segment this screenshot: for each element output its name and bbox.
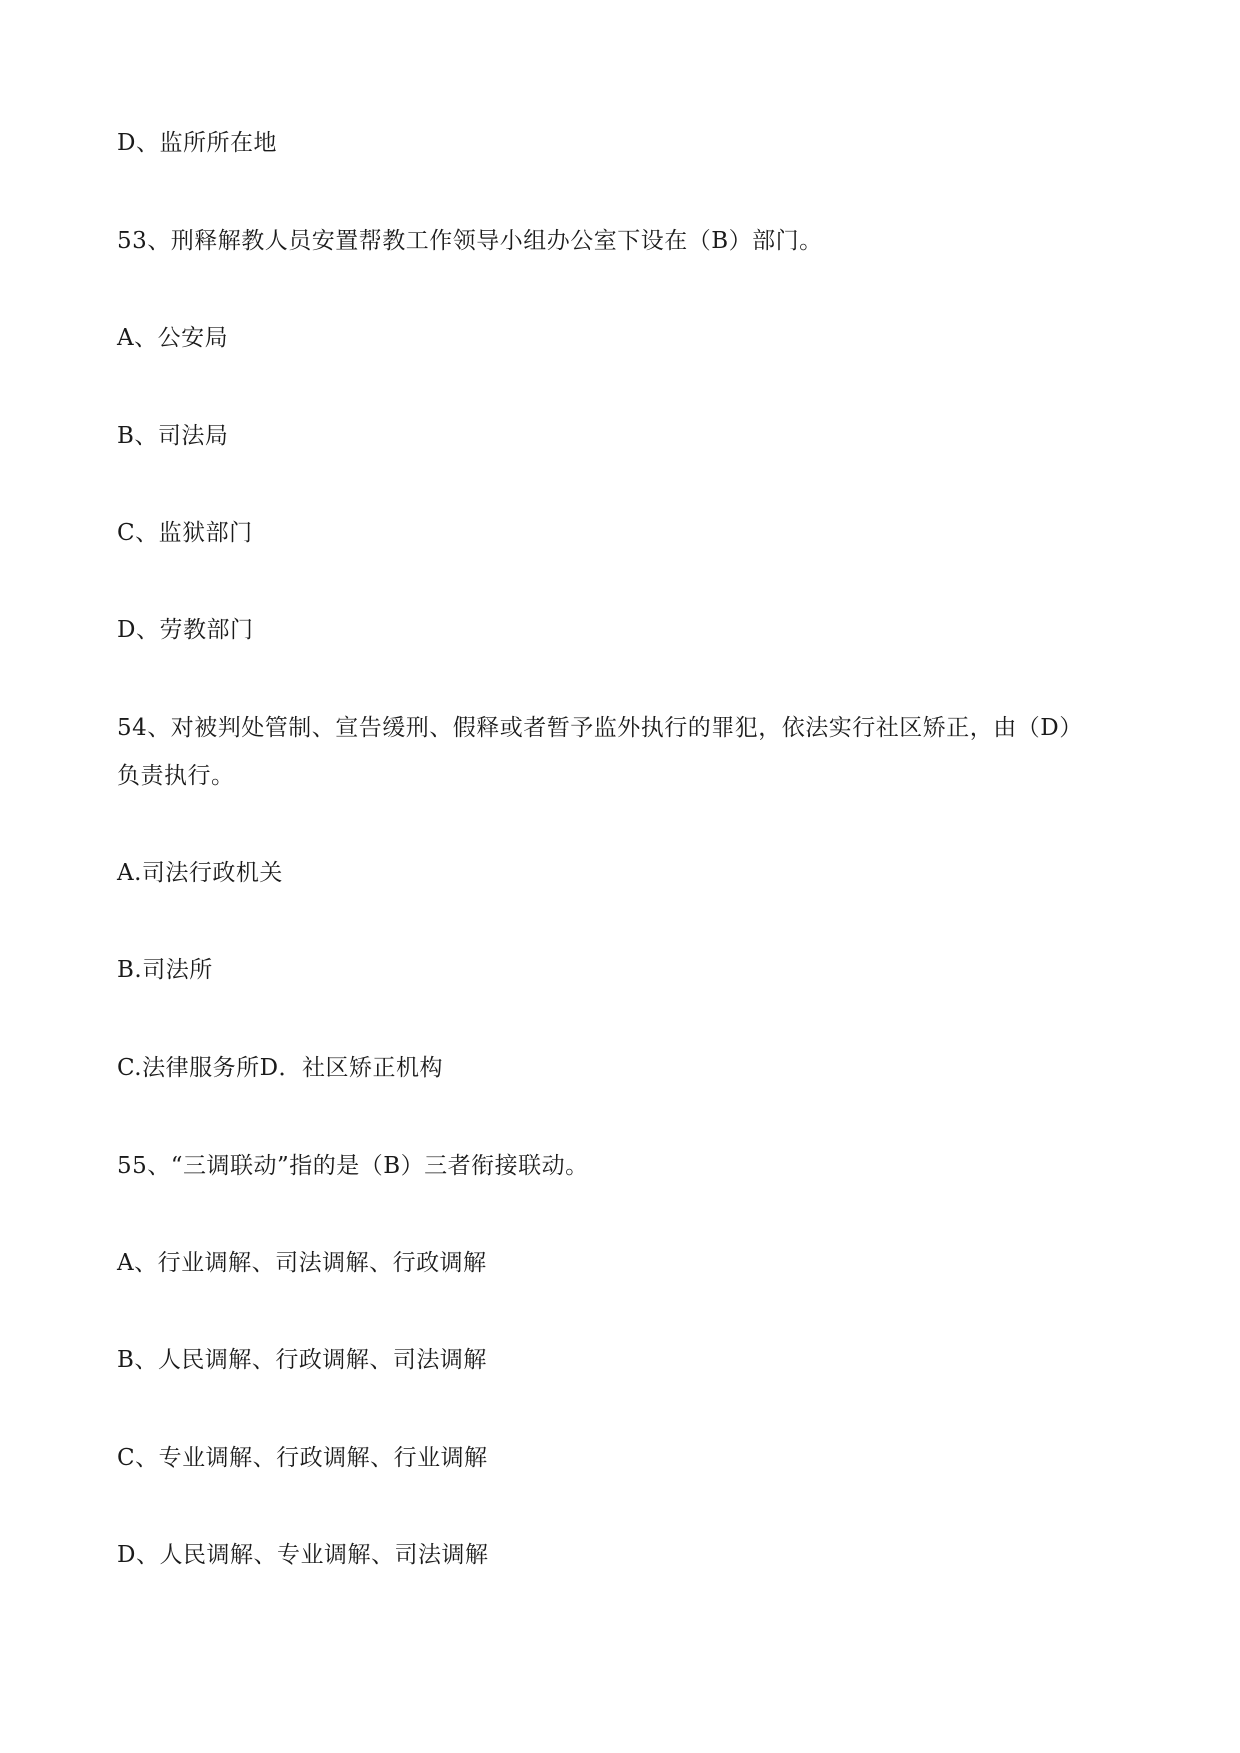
- q53-option-d: D、劳教部门: [117, 617, 254, 643]
- q53-option-b: B、司法局: [117, 423, 229, 449]
- q53-option-c: C、监狱部门: [117, 520, 253, 546]
- q52-option-d: D、监所所在地: [117, 130, 277, 156]
- q54-question-line2: 负责执行。: [117, 763, 235, 789]
- q54-option-c-d: C.法律服务所D．社区矫正机构: [117, 1055, 444, 1081]
- q54-option-b: B.司法所: [117, 957, 213, 983]
- q55-question: 55、“三调联动”指的是（B）三者衔接联动。: [117, 1153, 589, 1179]
- q55-option-c: C、专业调解、行政调解、行业调解: [117, 1445, 488, 1471]
- q55-option-b: B、人民调解、行政调解、司法调解: [117, 1347, 487, 1373]
- q55-option-a: A、行业调解、司法调解、行政调解: [117, 1250, 487, 1276]
- q53-question: 53、刑释解教人员安置帮教工作领导小组办公室下设在（B）部门。: [117, 228, 823, 254]
- q54-option-a: A.司法行政机关: [117, 860, 283, 886]
- q54-question-line1: 54、对被判处管制、宣告缓刑、假释或者暂予监外执行的罪犯，依法实行社区矫正，由（D）: [117, 715, 1083, 741]
- q55-option-d: D、人民调解、专业调解、司法调解: [117, 1542, 489, 1568]
- q53-option-a: A、公安局: [117, 325, 229, 351]
